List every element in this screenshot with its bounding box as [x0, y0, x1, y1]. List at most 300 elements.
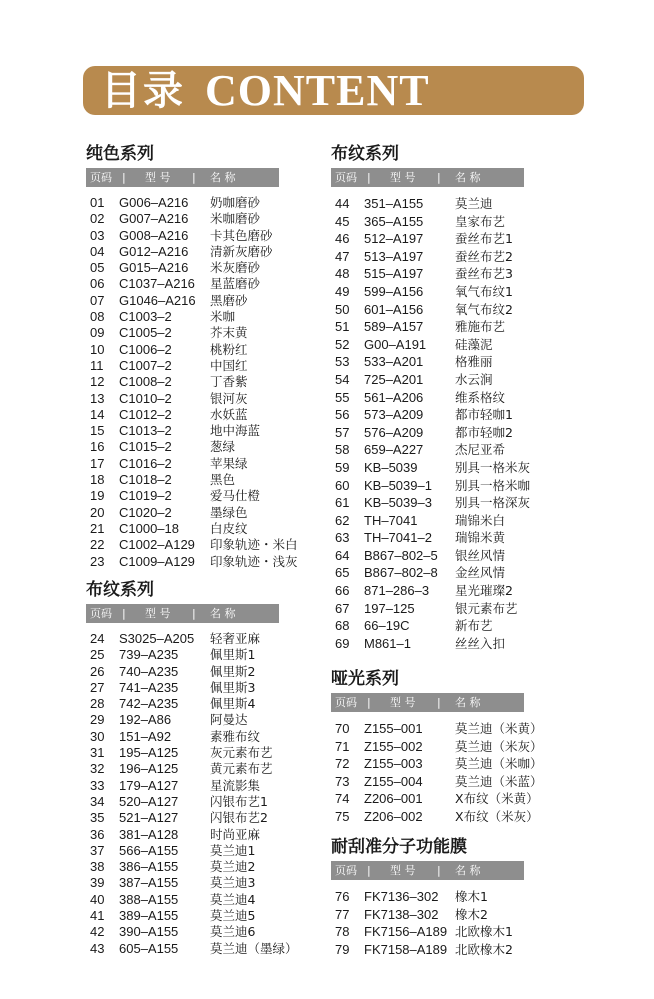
item-model: 196–A125 — [119, 761, 179, 777]
catalog-row — [86, 664, 279, 680]
item-model: FK7158–A189 — [364, 941, 448, 957]
item-model: 195–A125 — [119, 745, 179, 761]
item-number: 21 — [90, 520, 105, 536]
item-model: 605–A155 — [119, 940, 179, 956]
item-number: 56 — [335, 407, 350, 423]
item-name: 黑色 — [210, 472, 236, 488]
item-number: 63 — [335, 530, 350, 546]
item-name: 轻奢亚麻 — [210, 631, 261, 646]
item-number: 64 — [335, 547, 350, 563]
catalog-row — [86, 505, 279, 521]
header-code: 页码 — [335, 171, 357, 184]
item-model: 389–A155 — [119, 908, 179, 924]
catalog-row — [331, 389, 524, 407]
item-number: 24 — [90, 631, 105, 646]
item-name: 时尚亚麻 — [210, 826, 261, 842]
item-name: 黄元素布艺 — [210, 761, 273, 777]
item-name: 氧气布纹2 — [455, 301, 513, 317]
item-number: 57 — [335, 424, 350, 440]
catalog-list — [331, 720, 543, 826]
catalog-row — [86, 940, 298, 957]
item-number: 54 — [335, 371, 350, 387]
item-model: C1003–2 — [119, 309, 172, 325]
item-name: 莫兰迪（米灰） — [455, 738, 543, 754]
column-header — [331, 693, 524, 712]
item-model: 576–A209 — [364, 424, 424, 440]
item-model: 659–A227 — [364, 442, 424, 458]
item-name: 新布艺 — [455, 618, 493, 634]
item-name: 星光璀璨2 — [455, 583, 513, 599]
catalog-row — [86, 260, 279, 276]
title-banner — [83, 66, 584, 115]
item-name: 米咖磨砂 — [210, 211, 261, 227]
catalog-row — [331, 371, 524, 389]
item-name: 佩里斯2 — [210, 663, 256, 679]
item-model: Z155–004 — [364, 773, 423, 789]
item-name: 瑞锦米黄 — [455, 530, 506, 546]
item-number: 14 — [90, 406, 105, 422]
header-separator: | — [122, 171, 126, 184]
catalog-row — [86, 843, 279, 859]
catalog-row — [86, 631, 279, 647]
item-number: 08 — [90, 309, 105, 325]
item-model: 561–A206 — [364, 389, 424, 405]
catalog-row — [86, 859, 279, 875]
item-number: 25 — [90, 647, 105, 663]
item-name: 闪银布艺2 — [210, 810, 268, 826]
item-number: 05 — [90, 260, 105, 276]
item-name: 橡木2 — [455, 906, 488, 922]
item-number: 41 — [90, 908, 105, 924]
header-name: 名 称 — [210, 171, 236, 184]
catalog-row — [86, 374, 279, 390]
catalog-row — [86, 827, 279, 843]
catalog-row — [86, 195, 279, 211]
item-number: 69 — [335, 635, 350, 651]
catalog-row — [331, 213, 524, 231]
item-number: 78 — [335, 924, 350, 940]
item-name: 蚕丝布艺2 — [455, 248, 513, 264]
item-model: G006–A216 — [119, 195, 189, 210]
item-name: 印象轨迹・浅灰 — [210, 553, 298, 569]
header-separator: | — [367, 171, 371, 184]
catalog-row — [86, 521, 279, 537]
catalog-row — [331, 564, 524, 582]
item-name: 星流影集 — [210, 777, 261, 793]
catalog-row — [86, 778, 279, 794]
catalog-row — [331, 512, 524, 530]
header-separator: | — [367, 696, 371, 709]
section-fabric-a — [86, 578, 298, 957]
item-number: 12 — [90, 374, 105, 390]
catalog-row — [331, 195, 524, 213]
item-number: 04 — [90, 243, 105, 259]
item-number: 26 — [90, 663, 105, 679]
item-model: TH–7041–2 — [364, 530, 432, 546]
header-name: 名 称 — [455, 864, 481, 877]
item-number: 61 — [335, 495, 350, 511]
item-number: 45 — [335, 213, 350, 229]
item-name: 莫兰迪4 — [210, 891, 256, 907]
item-number: 62 — [335, 512, 350, 528]
item-model: C1009–A129 — [119, 553, 195, 569]
item-name: X布纹（米灰） — [455, 808, 539, 824]
item-number: 43 — [90, 940, 105, 956]
item-name: 米咖 — [210, 309, 236, 325]
catalog-row — [331, 248, 524, 266]
item-model: S3025–A205 — [119, 631, 195, 646]
item-number: 48 — [335, 266, 350, 282]
item-number: 39 — [90, 875, 105, 891]
header-code: 页码 — [335, 696, 357, 709]
section-fabric-b — [331, 142, 531, 652]
catalog-row — [331, 265, 524, 283]
item-model: M861–1 — [364, 635, 411, 651]
item-model: Z155–003 — [364, 756, 423, 772]
item-model: 739–A235 — [119, 647, 179, 663]
item-name: 银河灰 — [210, 390, 248, 406]
catalog-row — [86, 211, 279, 227]
catalog-row — [86, 342, 279, 358]
item-model: C1007–2 — [119, 357, 172, 373]
item-number: 37 — [90, 842, 105, 858]
header-model: 型 号 — [390, 864, 416, 877]
item-number: 67 — [335, 600, 350, 616]
catalog-row — [331, 720, 543, 738]
catalog-row — [86, 712, 279, 728]
item-model: C1018–2 — [119, 472, 172, 488]
item-model: 589–A157 — [364, 319, 424, 335]
item-model: 151–A92 — [119, 728, 172, 744]
item-name: 莫兰迪（墨绿） — [210, 940, 298, 956]
item-number: 36 — [90, 826, 105, 842]
column-header — [86, 168, 279, 187]
catalog-row — [331, 808, 539, 826]
section-solid-color — [86, 142, 298, 570]
item-number: 60 — [335, 477, 350, 493]
item-number: 38 — [90, 859, 105, 875]
item-model: 351–A155 — [364, 196, 424, 211]
catalog-row — [86, 729, 279, 745]
column-header — [86, 604, 279, 623]
column-header — [331, 861, 524, 880]
catalog-row — [86, 761, 279, 777]
item-name: 橡木1 — [455, 889, 488, 904]
catalog-row — [86, 423, 279, 439]
catalog-row — [86, 228, 279, 244]
catalog-row — [86, 309, 279, 325]
catalog-row — [86, 908, 279, 924]
item-name: 维系格纹 — [455, 389, 506, 405]
catalog-list — [331, 195, 531, 652]
catalog-row — [86, 472, 279, 488]
item-model: 740–A235 — [119, 663, 179, 679]
item-name: 雅施布艺 — [455, 319, 506, 335]
catalog-list — [86, 195, 298, 570]
item-name: 氧气布纹1 — [455, 283, 513, 299]
item-name: 杰尼亚希 — [455, 442, 506, 458]
item-name: 格雅丽 — [455, 354, 493, 370]
item-number: 55 — [335, 389, 350, 405]
item-name: 莫兰迪（米黄） — [455, 721, 543, 736]
item-model: KB–5039–1 — [364, 477, 432, 493]
item-name: 莫兰迪（米蓝） — [455, 773, 543, 789]
item-name: 中国红 — [210, 357, 248, 373]
item-name: 丝丝入扣 — [455, 635, 506, 651]
item-number: 09 — [90, 325, 105, 341]
header-separator: | — [437, 864, 441, 877]
item-name: 瑞锦米白 — [455, 512, 506, 528]
header-separator: | — [122, 607, 126, 620]
item-model: C1016–2 — [119, 455, 172, 471]
catalog-row — [86, 647, 279, 663]
catalog-row — [331, 888, 524, 906]
item-name: 芥末黄 — [210, 325, 248, 341]
item-name: 别具一格深灰 — [455, 495, 531, 511]
catalog-row — [331, 230, 524, 248]
item-number: 73 — [335, 773, 350, 789]
item-model: C1010–2 — [119, 390, 172, 406]
header-name: 名 称 — [210, 607, 236, 620]
item-name: 奶咖磨砂 — [210, 195, 261, 210]
catalog-row — [86, 892, 279, 908]
item-name: 爱马仕橙 — [210, 488, 261, 504]
item-name: 桃粉红 — [210, 341, 248, 357]
item-number: 72 — [335, 756, 350, 772]
header-code: 页码 — [335, 864, 357, 877]
catalog-row — [86, 488, 279, 504]
catalog-row — [86, 680, 279, 696]
catalog-row — [86, 794, 279, 810]
item-model: C1015–2 — [119, 439, 172, 455]
item-model: 192–A86 — [119, 712, 172, 728]
item-name: 莫兰迪2 — [210, 859, 256, 875]
item-number: 30 — [90, 728, 105, 744]
item-name: 莫兰迪（米咖） — [455, 756, 543, 772]
item-model: 725–A201 — [364, 371, 424, 387]
item-model: 390–A155 — [119, 924, 179, 940]
item-name: 都市轻咖1 — [455, 407, 513, 423]
catalog-row — [331, 336, 524, 354]
item-name: 银元素布艺 — [455, 600, 518, 616]
item-model: FK7156–A189 — [364, 924, 448, 940]
item-name: 苹果绿 — [210, 455, 248, 471]
item-number: 33 — [90, 777, 105, 793]
banner-title-en: CONTENT — [205, 65, 430, 115]
item-model: C1020–2 — [119, 504, 172, 520]
item-number: 22 — [90, 537, 105, 553]
item-name: 北欧橡木2 — [455, 941, 513, 957]
item-number: 75 — [335, 808, 350, 824]
item-model: 365–A155 — [364, 213, 424, 229]
item-number: 10 — [90, 341, 105, 357]
item-model: 388–A155 — [119, 891, 179, 907]
catalog-row — [86, 325, 279, 341]
item-name: 蚕丝布艺3 — [455, 266, 513, 282]
catalog-row — [86, 924, 279, 940]
item-name: 丁香紫 — [210, 374, 248, 390]
catalog-row — [331, 738, 543, 756]
item-model: C1002–A129 — [119, 537, 195, 553]
item-number: 71 — [335, 738, 350, 754]
column-header — [331, 168, 524, 187]
item-model: 381–A128 — [119, 826, 179, 842]
catalog-row — [86, 537, 298, 553]
section-title: 纯色系列 — [86, 144, 154, 164]
item-model: G00–A191 — [364, 336, 427, 352]
item-model: 386–A155 — [119, 859, 179, 875]
catalog-row — [331, 353, 524, 371]
item-model: KB–5039–3 — [364, 495, 432, 511]
item-number: 49 — [335, 283, 350, 299]
item-number: 03 — [90, 227, 105, 243]
item-model: 66–19C — [364, 618, 410, 634]
item-name: 莫兰迪 — [455, 196, 493, 211]
catalog-row — [331, 582, 524, 600]
catalog-row — [331, 773, 543, 791]
item-name: 莫兰迪6 — [210, 924, 256, 940]
item-model: C1008–2 — [119, 374, 172, 390]
item-name: 水妖蓝 — [210, 406, 248, 422]
item-model: 573–A209 — [364, 407, 424, 423]
section-title: 耐刮准分子功能膜 — [331, 837, 467, 857]
item-model: G1046–A216 — [119, 292, 196, 308]
catalog-list — [331, 888, 524, 958]
item-number: 32 — [90, 761, 105, 777]
item-name: 地中海蓝 — [210, 423, 261, 439]
item-number: 44 — [335, 196, 350, 211]
item-model: FK7136–302 — [364, 889, 439, 904]
item-model: 520–A127 — [119, 793, 179, 809]
catalog-list — [86, 631, 298, 957]
header-separator: | — [367, 864, 371, 877]
item-model: 515–A197 — [364, 266, 424, 282]
item-name: 水云涧 — [455, 371, 493, 387]
item-number: 50 — [335, 301, 350, 317]
catalog-row — [331, 441, 524, 459]
item-number: 11 — [90, 357, 104, 373]
header-model: 型 号 — [145, 171, 171, 184]
item-name: 清新灰磨砂 — [210, 243, 273, 259]
item-name: 佩里斯3 — [210, 679, 256, 695]
catalog-row — [86, 293, 279, 309]
item-number: 19 — [90, 488, 105, 504]
item-number: 35 — [90, 810, 105, 826]
item-model: 741–A235 — [119, 679, 179, 695]
item-name: 白皮纹 — [210, 520, 248, 536]
item-number: 79 — [335, 941, 350, 957]
item-name: 蚕丝布艺1 — [455, 231, 513, 247]
section-scratch-film — [331, 835, 524, 958]
item-number: 27 — [90, 679, 105, 695]
item-number: 59 — [335, 459, 350, 475]
item-number: 47 — [335, 248, 350, 264]
item-number: 15 — [90, 423, 105, 439]
item-model: 742–A235 — [119, 696, 179, 712]
item-name: 北欧橡木1 — [455, 924, 513, 940]
item-name: 莫兰迪5 — [210, 908, 256, 924]
catalog-row — [331, 600, 524, 618]
catalog-row — [86, 244, 279, 260]
item-name: X布纹（米黄） — [455, 791, 539, 807]
catalog-row — [86, 696, 279, 712]
item-number: 66 — [335, 583, 350, 599]
item-model: 599–A156 — [364, 283, 424, 299]
item-model: 566–A155 — [119, 842, 179, 858]
item-number: 20 — [90, 504, 105, 520]
item-name: 星蓝磨砂 — [210, 276, 261, 292]
catalog-row — [331, 301, 524, 319]
item-number: 13 — [90, 390, 105, 406]
header-code: 页码 — [90, 171, 112, 184]
catalog-row — [86, 391, 279, 407]
item-model: Z155–001 — [364, 721, 423, 736]
header-name: 名 称 — [455, 696, 481, 709]
item-number: 52 — [335, 336, 350, 352]
catalog-row — [86, 810, 279, 826]
item-number: 46 — [335, 231, 350, 247]
item-model: B867–802–8 — [364, 565, 438, 581]
header-name: 名 称 — [455, 171, 481, 184]
item-model: FK7138–302 — [364, 906, 439, 922]
item-name: 阿曼达 — [210, 712, 248, 728]
catalog-row — [331, 459, 531, 477]
item-number: 23 — [90, 553, 105, 569]
item-model: C1006–2 — [119, 341, 172, 357]
section-matte — [331, 667, 543, 826]
item-number: 77 — [335, 906, 350, 922]
catalog-row — [86, 456, 279, 472]
header-model: 型 号 — [145, 607, 171, 620]
catalog-row — [331, 941, 524, 959]
item-number: 29 — [90, 712, 105, 728]
catalog-row — [86, 439, 279, 455]
item-number: 70 — [335, 721, 350, 736]
catalog-row — [331, 318, 524, 336]
item-model: G008–A216 — [119, 227, 189, 243]
item-model: G012–A216 — [119, 243, 189, 259]
item-name: 莫兰迪1 — [210, 842, 256, 858]
item-name: 黑磨砂 — [210, 292, 248, 308]
item-name: 都市轻咖2 — [455, 424, 513, 440]
item-number: 07 — [90, 292, 105, 308]
item-model: 601–A156 — [364, 301, 424, 317]
catalog-row — [86, 553, 298, 570]
item-number: 06 — [90, 276, 105, 292]
item-number: 53 — [335, 354, 350, 370]
item-model: 533–A201 — [364, 354, 424, 370]
header-code: 页码 — [90, 607, 112, 620]
catalog-row — [86, 276, 279, 292]
item-name: 卡其色磨砂 — [210, 227, 273, 243]
item-model: 513–A197 — [364, 248, 424, 264]
catalog-row — [86, 358, 279, 374]
item-name: 别具一格米灰 — [455, 459, 531, 475]
item-model: Z206–001 — [364, 791, 423, 807]
item-model: Z206–002 — [364, 808, 423, 824]
item-model: 521–A127 — [119, 810, 179, 826]
item-name: 墨绿色 — [210, 504, 248, 520]
item-model: C1000–18 — [119, 520, 179, 536]
item-name: 别具一格米咖 — [455, 477, 531, 493]
item-name: 印象轨迹・米白 — [210, 537, 298, 553]
item-number: 16 — [90, 439, 105, 455]
item-number: 65 — [335, 565, 350, 581]
header-separator: | — [437, 171, 441, 184]
item-model: C1005–2 — [119, 325, 172, 341]
catalog-row — [331, 923, 524, 941]
catalog-row — [331, 406, 524, 424]
